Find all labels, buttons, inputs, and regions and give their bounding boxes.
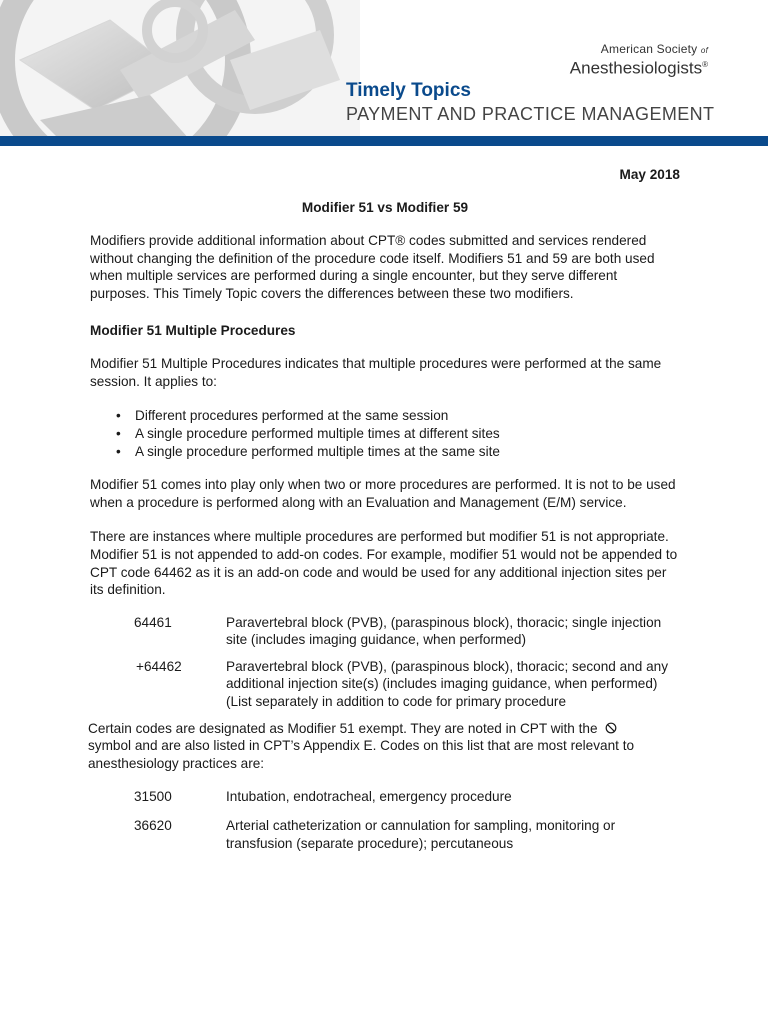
org-name-line2: Anesthesiologists: [569, 58, 703, 78]
header-blue-bar: [0, 136, 768, 146]
code-description: Arterial catheterization or cannulation for sampling, monitoring or transfusion (separate procedure); percutaneous: [226, 818, 616, 851]
code-row: [90, 658, 680, 711]
code-description: Intubation, endotracheal, emergency procedure: [226, 789, 512, 805]
page-header: [0, 0, 768, 148]
code-number: 64461: [134, 614, 172, 630]
two-or-more-paragraph: Modifier 51 comes into play only when two or more procedures are performed. It is not to be used when a procedure is performed along with an Evaluation and Management (E/M) service.: [90, 477, 676, 510]
list-item: • A single procedure performed multiple times at different sites: [135, 425, 680, 443]
add-on-codes-paragraph: There are instances where multiple procedures are performed but modifier 51 is not appropriate. Modifier 51 is not appended to add-on codes. For example, modifier 51 would not be appended to CPT code 64462 as it is an add-on code and would be used for any additional injection sites per its definition.: [90, 529, 678, 598]
list-item: • A single procedure performed multiple times at the same site: [135, 443, 680, 461]
code-description: Paravertebral block (PVB), (paraspinous block), thoracic; single injection site (includes imaging guidance, when performed): [226, 614, 662, 648]
add-on-code-table: [90, 614, 680, 711]
code-number: 36620: [134, 818, 172, 834]
code-row: [90, 788, 680, 806]
exempt-text-b: symbol and are also listed in CPT’s Appendix E. Codes on this list that are most relevant to anesthesiology practices are:: [88, 738, 635, 771]
header-artwork: [0, 0, 360, 140]
list-item: • Different procedures performed at the same session: [135, 407, 680, 425]
series-subtitle: PAYMENT AND PRACTICE MANAGEMENT: [346, 104, 715, 124]
intro-paragraph: Modifiers provide additional information about CPT® codes submitted and services rendered without changing the definition of the procedure code itself. Modifiers 51 and 59 are both used when multiple services are performed during a single encounter, but they serve different purposes. This Timely Topic covers the differences between these two modifiers.: [90, 233, 655, 301]
asa-logo: [570, 42, 708, 78]
org-name-line1: American Society: [600, 42, 698, 56]
exempt-symbol-icon: [605, 720, 617, 738]
modifier-51-paragraph: Modifier 51 Multiple Procedures indicates that multiple procedures were performed at the same session. It applies to:: [90, 356, 662, 389]
series-title: Timely Topics: [346, 80, 471, 101]
applies-to-list: [90, 407, 680, 460]
code-row: [90, 817, 680, 852]
exempt-paragraph: [88, 720, 680, 773]
document-date: May 2018: [619, 167, 680, 182]
code-number: +64462: [136, 658, 182, 674]
code-number: 31500: [134, 789, 172, 805]
code-description: Paravertebral block (PVB), (paraspinous block), thoracic; second and any additional injection site(s) (includes imaging guidance, when performed) (List separately in addition to code for primary procedure: [226, 658, 669, 710]
document-title: Modifier 51 vs Modifier 59: [301, 199, 469, 215]
document-body: [90, 160, 680, 863]
section-heading-modifier-51: Modifier 51 Multiple Procedures: [90, 322, 296, 338]
exempt-text-a: Certain codes are designated as Modifier 51 exempt. They are noted in CPT with the: [88, 720, 598, 736]
org-registered-mark: ®: [702, 60, 708, 69]
exempt-code-table: [90, 788, 680, 852]
org-name-of: of: [700, 46, 708, 55]
code-row: [90, 614, 680, 649]
